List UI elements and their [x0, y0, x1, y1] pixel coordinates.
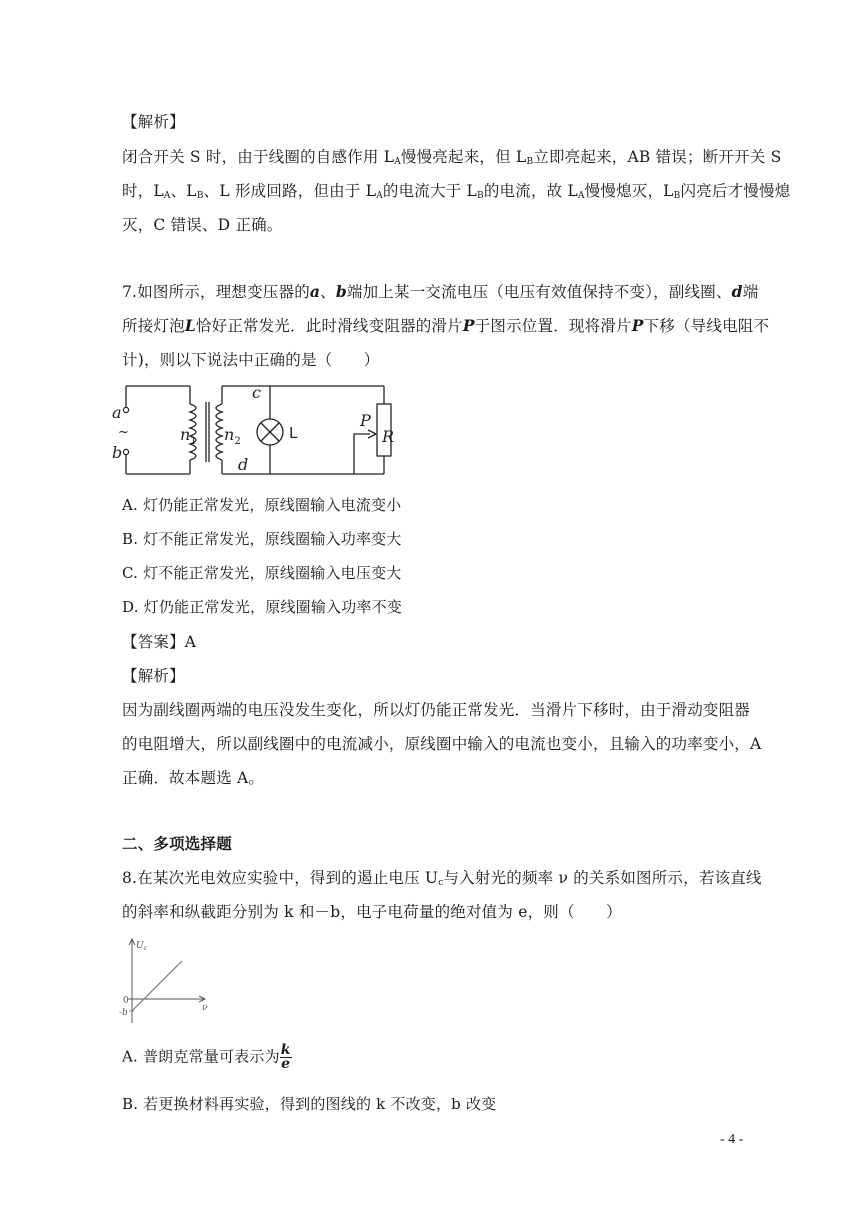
q7-answer: 【答案】A — [122, 633, 197, 651]
transformer-circuit-diagram — [112, 378, 398, 483]
q7-analysis-line-2: 的电阻增大，所以副线圈中的电流减小，原线圈中输入的电流也变小，且输入的功率变小，A — [122, 735, 762, 753]
secondary-coil — [216, 404, 222, 460]
q7-option-b: B. 灯不能正常发光，原线圈输入功率变大 — [122, 530, 402, 548]
q7-analysis-line-3: 正确．故本题选 A。 — [122, 769, 265, 787]
label-n1: $n_1$ — [180, 425, 197, 447]
q7-stem-line-3: 计)，则以下说法中正确的是（ ） — [122, 351, 380, 369]
label-n2: $n_2$ — [224, 425, 241, 447]
q7-stem-line-2: 所接灯泡L恰好正常发光．此时滑线变阻器的滑片P于图示位置．现将滑片P下移（导线电阻不 — [122, 316, 770, 335]
primary-coil — [190, 404, 196, 460]
q7-option-c: C. 灯不能正常发光，原线圈输入电压变大 — [122, 564, 402, 582]
graph-line — [132, 961, 182, 1011]
label-ac-tilde: ~ — [118, 425, 129, 440]
graph-origin-label: 0 — [123, 996, 129, 1006]
section-title: 二、多项选择题 — [122, 834, 232, 853]
q6-analysis-line-1: 闭合开关 S 时，由于线圈的自感作用 $L_A$慢慢亮起来，但 $L_B$立即亮起来，AB 错误；断开开关 S — [122, 148, 782, 167]
terminal-a — [123, 407, 128, 412]
q8-stem-line-2: 的斜率和纵截距分别为 k 和－b，电子电荷量的绝对值为 e，则（ ） — [122, 903, 622, 921]
q7-option-a: A. 灯仍能正常发光，原线圈输入电流变小 — [122, 496, 402, 514]
graph-neg-b-label: -b — [119, 1008, 128, 1018]
q7-analysis-line-1: 因为副线圈两端的电压没发生变化，所以灯仍能正常发光．当滑片下移时，由于滑动变阻器 — [122, 701, 751, 719]
graph-y-label: $U_c$ — [136, 941, 147, 952]
fraction-k-over-e: $\frac{k}{e}$ — [280, 1042, 291, 1072]
label-p: P — [360, 411, 371, 430]
q7-analysis-label: 【解析】 — [122, 667, 185, 685]
q7-stem-line-1: 7.如图所示，理想变压器的a、b端加上某一交流电压（电压有效值保持不变），副线圈、d端 — [122, 282, 759, 301]
q8-option-a: A. 普朗克常量可表示为 $\frac{k}{e}$ — [122, 1042, 291, 1072]
label-a: a — [112, 403, 122, 422]
label-b: b — [112, 443, 123, 462]
graph-x-label: ν — [202, 1003, 208, 1013]
page-number: - 4 - — [720, 1132, 744, 1147]
label-lamp-l: L — [289, 424, 298, 442]
slider-wire — [354, 434, 370, 474]
q7-option-d: D. 灯仍能正常发光，原线圈输入功率不变 — [122, 598, 403, 616]
label-c: c — [252, 383, 261, 402]
label-r: R — [381, 427, 394, 446]
terminal-b — [123, 449, 128, 454]
q6-analysis-label: 【解析】 — [122, 113, 185, 131]
q6-analysis-line-2: 时，$L_A$、$L_B$、L 形成回路，但由于 $L_A$的电流大于 $L_B$的电流，故 $L_A$慢慢熄灭，$L_B$闪亮后才慢慢熄 — [122, 182, 791, 201]
q6-analysis-line-3: 灭，C 错误、D 正确。 — [122, 216, 283, 234]
q8-option-b: B. 若更换材料再实验，得到的图线的 k 不改变，b 改变 — [122, 1095, 497, 1113]
q8-stem-line-1: 8.在某次光电效应实验中，得到的遏止电压 $U_c$与入射光的频率 ν 的关系如图所示，若该直线 — [122, 869, 762, 888]
label-d: d — [238, 455, 249, 474]
stopping-voltage-graph — [118, 935, 216, 1030]
